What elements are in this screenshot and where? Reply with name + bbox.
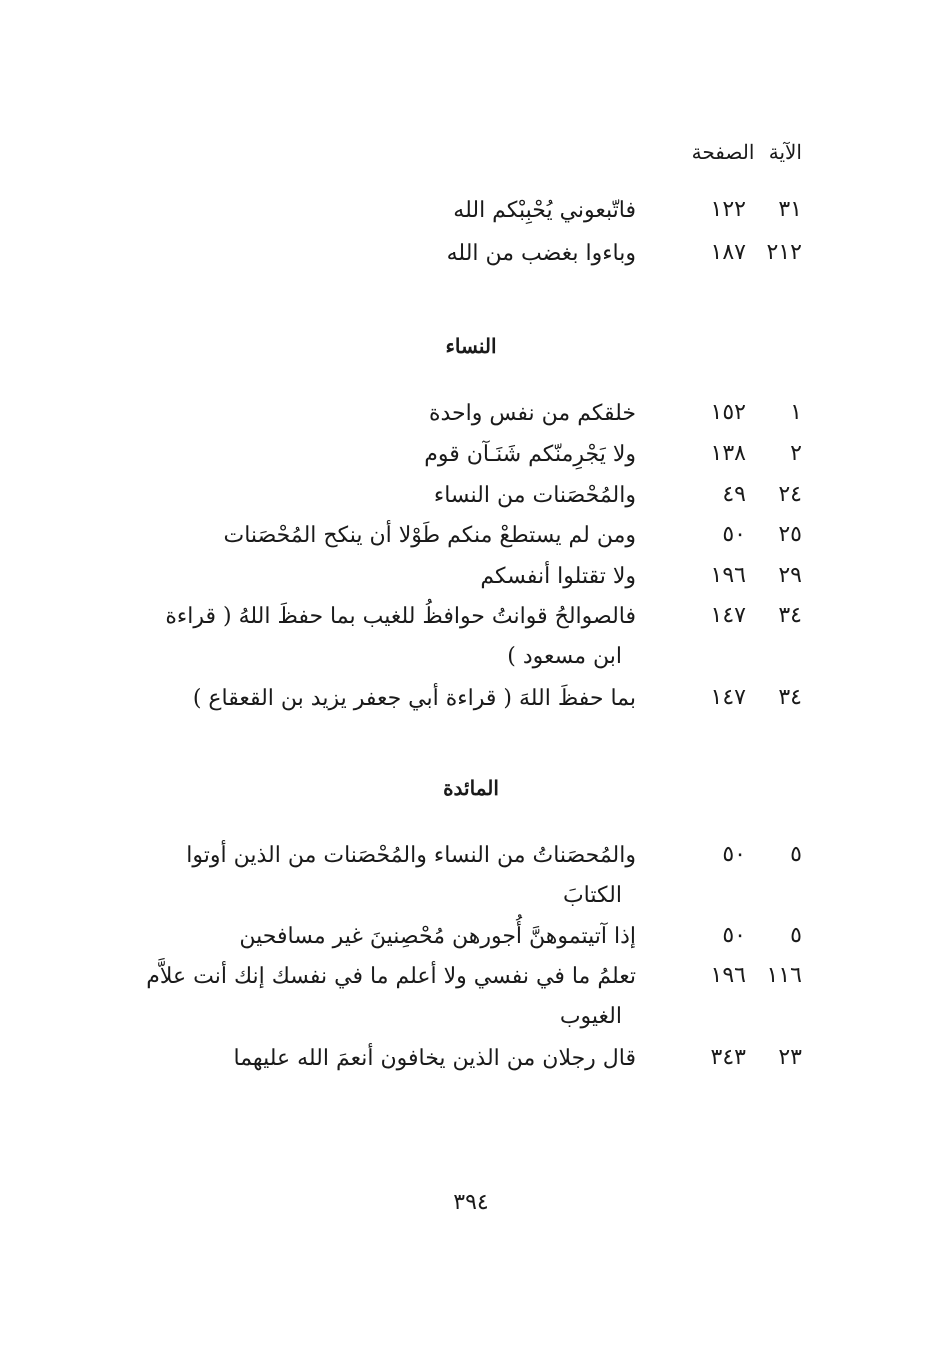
page-number-ref: ٥٠: [722, 923, 746, 948]
aya-number: ١: [790, 400, 802, 425]
verse-text: فاتّبعوني يُحْبِبْكم الله: [453, 198, 636, 223]
page-number-ref: ١٢٢: [710, 197, 746, 222]
verse-text: ولا يَجْرِمنّكم شَنَـآن قوم: [424, 442, 636, 467]
verse-text: ومن لم يستطعْ منكم طَوْلا أن ينكح المُحْصَنات: [223, 523, 636, 548]
aya-number: ٢٣: [778, 1045, 802, 1070]
page-column-label: الصفحة: [691, 140, 755, 164]
surah-title-maida: المائدة: [443, 776, 499, 800]
verse-text: تعلمُ ما في نفسي ولا أعلم ما في نفسك إنك أنت علاَّم: [146, 964, 636, 989]
aya-number: ٢٤: [778, 482, 802, 507]
aya-number: ١١٦: [766, 963, 802, 988]
aya-number: ٢٩: [778, 563, 802, 588]
aya-number: ٣٤: [778, 685, 802, 710]
verse-text: والمُحْصَنات من النساء: [433, 483, 636, 508]
aya-number: ٣١: [778, 197, 802, 222]
page-number-ref: ٥٠: [722, 522, 746, 547]
aya-number: ٢٥: [778, 522, 802, 547]
verse-text: فالصوالحُ قوانتُ حوافظُ للغيب بما حفظَ اللهُ ( قراءة: [165, 604, 636, 629]
index-row: [0, 963, 942, 1043]
aya-number: ٥: [790, 842, 802, 867]
aya-number: ٢: [790, 441, 802, 466]
verse-text-continuation: الكتابَ: [562, 883, 622, 908]
verse-text-continuation: ابن مسعود ): [507, 644, 622, 669]
page-number-ref: ١٨٧: [710, 240, 746, 265]
index-row: [0, 1045, 942, 1085]
aya-number: ٢١٢: [766, 240, 802, 265]
column-header: [692, 140, 802, 164]
verse-text-block: [116, 597, 636, 677]
index-row: [0, 197, 942, 237]
verse-text: والمُحصَناتُ من النساء والمُحْصَنات من الذين أوتوا: [186, 843, 636, 868]
verse-text: قال رجلان من الذين يخافون أنعمَ الله عليهما: [233, 1046, 636, 1071]
page-number-ref: ١٤٧: [710, 685, 746, 710]
index-row: [0, 603, 942, 683]
verse-text: خلقكم من نفس واحدة: [428, 401, 636, 426]
page-number-ref: ١٣٨: [710, 441, 746, 466]
surah-title-nisa: النساء: [445, 334, 497, 358]
page-number-ref: ١٥٢: [710, 400, 746, 425]
index-row: [0, 441, 942, 481]
verse-text-block: [116, 957, 636, 1037]
index-row: [0, 685, 942, 725]
page-number-ref: ٤٩: [722, 482, 746, 507]
page-number: ٣٩٤: [453, 1190, 489, 1215]
verse-text-block: [116, 836, 636, 916]
verse-text: ولا تقتلوا أنفسكم: [480, 564, 636, 589]
page-number-ref: ٣٤٣: [710, 1045, 746, 1070]
aya-number: ٣٤: [778, 603, 802, 628]
verse-text-continuation: الغيوب: [559, 1004, 622, 1029]
page-number-ref: ٥٠: [722, 842, 746, 867]
index-row: [0, 240, 942, 280]
verse-text: بما حفظَ اللهَ ( قراءة أبي جعفر يزيد بن القعقاع ): [192, 686, 636, 711]
verse-text: وباءوا بغضب من الله: [446, 241, 636, 266]
index-row: [0, 400, 942, 440]
index-row: [0, 522, 942, 562]
page-number-ref: ١٤٧: [710, 603, 746, 628]
aya-column-label: الآية: [768, 140, 802, 164]
index-row: [0, 842, 942, 922]
verse-text: إذا آتيتموهنَّ أُجورهن مُحْصِنينَ غير مسافحين: [239, 924, 636, 949]
page-number-ref: ١٩٦: [710, 563, 746, 588]
page-number-ref: ١٩٦: [710, 963, 746, 988]
aya-number: ٥: [790, 923, 802, 948]
